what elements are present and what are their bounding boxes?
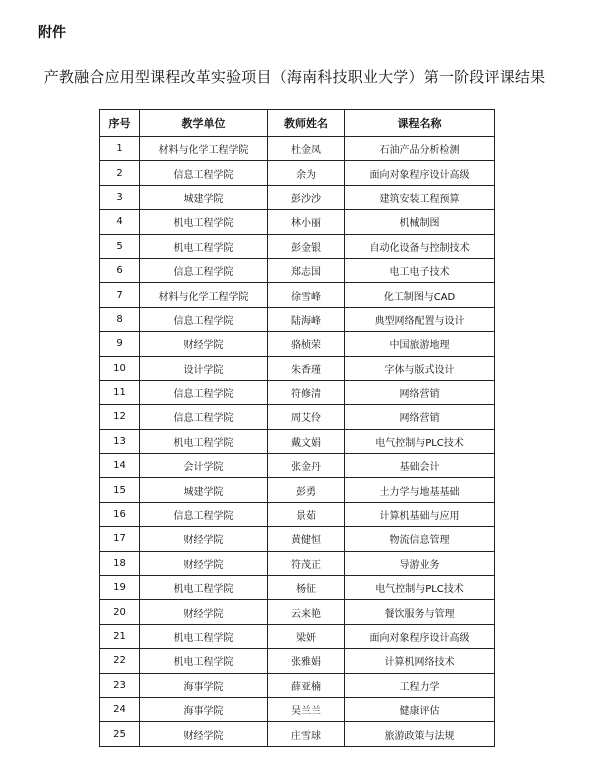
cell-course: 导游业务 — [345, 551, 495, 575]
cell-index: 15 — [100, 478, 140, 502]
table-row — [100, 673, 495, 697]
cell-teacher: 云来艳 — [268, 600, 345, 624]
cell-teacher: 庄雪球 — [268, 722, 345, 746]
cell-unit: 财经学院 — [140, 332, 268, 356]
cell-index: 13 — [100, 429, 140, 453]
cell-teacher: 梁妍 — [268, 624, 345, 648]
cell-teacher: 符茂正 — [268, 551, 345, 575]
cell-index: 10 — [100, 356, 140, 380]
cell-unit: 信息工程学院 — [140, 307, 268, 331]
cell-course: 计算机基础与应用 — [345, 502, 495, 526]
cell-teacher: 杨征 — [268, 576, 345, 600]
cell-index: 19 — [100, 576, 140, 600]
table-row — [100, 137, 495, 161]
table-row — [100, 502, 495, 526]
cell-index: 18 — [100, 551, 140, 575]
cell-course: 面向对象程序设计高级 — [345, 161, 495, 185]
cell-course: 电工电子技术 — [345, 258, 495, 282]
header-index: 序号 — [100, 110, 140, 137]
cell-course: 石油产品分析检测 — [345, 137, 495, 161]
cell-teacher: 张金丹 — [268, 454, 345, 478]
cell-index: 8 — [100, 307, 140, 331]
cell-course: 餐饮服务与管理 — [345, 600, 495, 624]
table-header-row — [100, 110, 495, 137]
cell-course: 物流信息管理 — [345, 527, 495, 551]
cell-unit: 机电工程学院 — [140, 429, 268, 453]
table-row — [100, 332, 495, 356]
cell-teacher: 黄健恒 — [268, 527, 345, 551]
cell-unit: 机电工程学院 — [140, 234, 268, 258]
cell-unit: 财经学院 — [140, 722, 268, 746]
cell-index: 16 — [100, 502, 140, 526]
cell-course: 中国旅游地理 — [345, 332, 495, 356]
cell-index: 22 — [100, 649, 140, 673]
cell-teacher: 吴兰兰 — [268, 697, 345, 721]
cell-unit: 信息工程学院 — [140, 502, 268, 526]
header-teacher: 教师姓名 — [268, 110, 345, 137]
cell-unit: 机电工程学院 — [140, 624, 268, 648]
cell-index: 9 — [100, 332, 140, 356]
cell-teacher: 景茹 — [268, 502, 345, 526]
cell-course: 计算机网络技术 — [345, 649, 495, 673]
cell-teacher: 郑志国 — [268, 258, 345, 282]
cell-unit: 会计学院 — [140, 454, 268, 478]
table-row — [100, 454, 495, 478]
cell-unit: 信息工程学院 — [140, 380, 268, 404]
cell-course: 土力学与地基基础 — [345, 478, 495, 502]
cell-index: 3 — [100, 185, 140, 209]
table-row — [100, 380, 495, 404]
cell-unit: 材料与化学工程学院 — [140, 137, 268, 161]
cell-index: 5 — [100, 234, 140, 258]
table-row — [100, 283, 495, 307]
cell-teacher: 彭沙沙 — [268, 185, 345, 209]
cell-teacher: 骆桢荣 — [268, 332, 345, 356]
table-row — [100, 258, 495, 282]
table-row — [100, 307, 495, 331]
cell-index: 4 — [100, 210, 140, 234]
cell-unit: 城建学院 — [140, 185, 268, 209]
document-title: 产教融合应用型课程改革实验项目（海南科技职业大学）第一阶段评课结果 — [43, 68, 546, 86]
cell-unit: 信息工程学院 — [140, 161, 268, 185]
cell-teacher: 杜金凤 — [268, 137, 345, 161]
table-row — [100, 478, 495, 502]
cell-course: 健康评估 — [345, 697, 495, 721]
table-row — [100, 722, 495, 746]
cell-course: 网络营销 — [345, 405, 495, 429]
cell-teacher: 彭勇 — [268, 478, 345, 502]
header-course: 课程名称 — [345, 110, 495, 137]
table-row — [100, 161, 495, 185]
cell-index: 11 — [100, 380, 140, 404]
cell-course: 基础会计 — [345, 454, 495, 478]
cell-unit: 设计学院 — [140, 356, 268, 380]
table-row — [100, 551, 495, 575]
cell-course: 机械制图 — [345, 210, 495, 234]
cell-unit: 材料与化学工程学院 — [140, 283, 268, 307]
cell-unit: 城建学院 — [140, 478, 268, 502]
cell-unit: 机电工程学院 — [140, 210, 268, 234]
cell-unit: 机电工程学院 — [140, 576, 268, 600]
cell-index: 21 — [100, 624, 140, 648]
cell-index: 12 — [100, 405, 140, 429]
cell-unit: 信息工程学院 — [140, 258, 268, 282]
cell-index: 17 — [100, 527, 140, 551]
header-unit: 教学单位 — [140, 110, 268, 137]
cell-unit: 财经学院 — [140, 600, 268, 624]
cell-teacher: 周艾伶 — [268, 405, 345, 429]
attachment-label: 附件 — [38, 25, 66, 41]
cell-teacher: 余为 — [268, 161, 345, 185]
table-row — [100, 697, 495, 721]
cell-index: 1 — [100, 137, 140, 161]
cell-teacher: 陆海峰 — [268, 307, 345, 331]
cell-teacher: 戴文娟 — [268, 429, 345, 453]
results-table — [99, 109, 495, 747]
cell-course: 字体与版式设计 — [345, 356, 495, 380]
table-row — [100, 356, 495, 380]
cell-index: 24 — [100, 697, 140, 721]
cell-unit: 财经学院 — [140, 551, 268, 575]
cell-unit: 财经学院 — [140, 527, 268, 551]
cell-course: 自动化设备与控制技术 — [345, 234, 495, 258]
cell-course: 电气控制与PLC技术 — [345, 576, 495, 600]
cell-teacher: 张雅娟 — [268, 649, 345, 673]
cell-course: 典型网络配置与设计 — [345, 307, 495, 331]
cell-index: 6 — [100, 258, 140, 282]
table-row — [100, 649, 495, 673]
table-row — [100, 405, 495, 429]
cell-unit: 海事学院 — [140, 697, 268, 721]
cell-unit: 海事学院 — [140, 673, 268, 697]
cell-teacher: 林小丽 — [268, 210, 345, 234]
cell-teacher: 彭金银 — [268, 234, 345, 258]
cell-course: 旅游政策与法规 — [345, 722, 495, 746]
cell-teacher: 朱香瑾 — [268, 356, 345, 380]
table-row — [100, 429, 495, 453]
cell-index: 14 — [100, 454, 140, 478]
cell-unit: 信息工程学院 — [140, 405, 268, 429]
table-row — [100, 527, 495, 551]
cell-index: 2 — [100, 161, 140, 185]
cell-unit: 机电工程学院 — [140, 649, 268, 673]
table-row — [100, 576, 495, 600]
table-row — [100, 600, 495, 624]
cell-teacher: 薛亚楠 — [268, 673, 345, 697]
table-row — [100, 185, 495, 209]
table-body — [100, 137, 495, 747]
table-row — [100, 234, 495, 258]
cell-course: 网络营销 — [345, 380, 495, 404]
cell-course: 建筑安装工程预算 — [345, 185, 495, 209]
cell-index: 20 — [100, 600, 140, 624]
cell-teacher: 徐雪峰 — [268, 283, 345, 307]
cell-course: 工程力学 — [345, 673, 495, 697]
cell-course: 电气控制与PLC技术 — [345, 429, 495, 453]
cell-index: 25 — [100, 722, 140, 746]
cell-course: 面向对象程序设计高级 — [345, 624, 495, 648]
cell-index: 7 — [100, 283, 140, 307]
cell-course: 化工制图与CAD — [345, 283, 495, 307]
table-row — [100, 210, 495, 234]
table-row — [100, 624, 495, 648]
cell-index: 23 — [100, 673, 140, 697]
cell-teacher: 符修清 — [268, 380, 345, 404]
